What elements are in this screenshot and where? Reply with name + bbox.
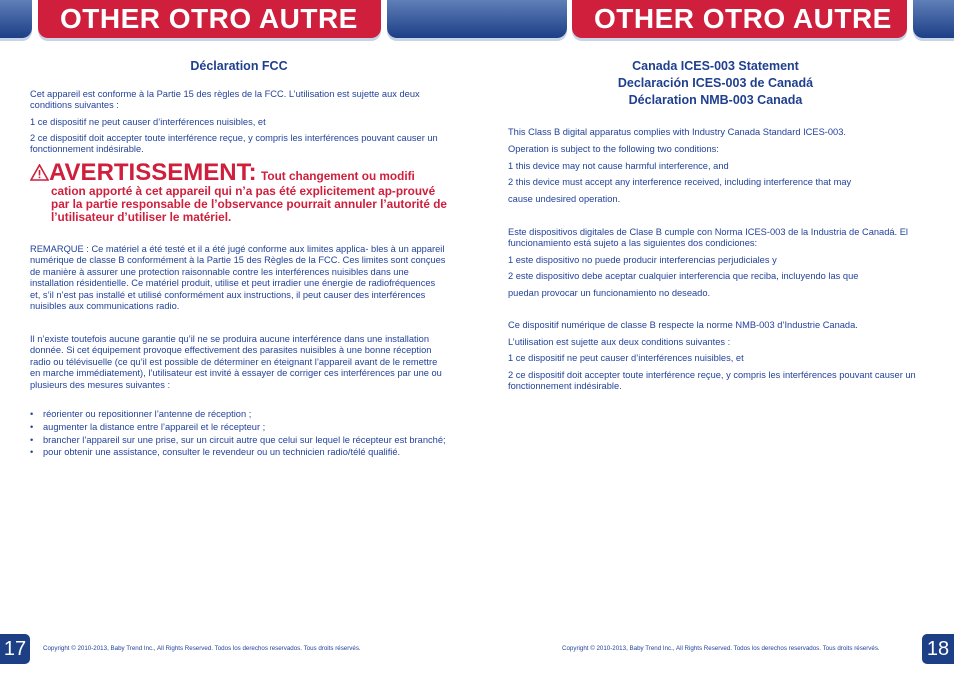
guarantee-text: Il n’existe toutefois aucune garantie qu’il ne se produira aucune interférence dans une installation donnée. Si cet équipement provoque effectivement des parasites nuisibles à une bonne réception radio ou télévisuelle (ce qu’il est possible de déterminer en éteignant l’appareil avant de le remettre en marche immédiatement), l’utilisateur est invité à essayer de corriger ces interférences par une ou plusieurs des mesures suivantes : (30, 334, 442, 390)
canada-ices-title (508, 58, 923, 109)
ices-es-line-1: 1 este dispositivo no puede producir interferencias perjudiciales y (508, 255, 777, 265)
remarque-text: REMARQUE : Ce matériel a été testé et il a été jugé conforme aux limites applica- bles à un appareil numérique de classe B conformément à la Partie 15 des Règles de la FCC. Ces limites sont conçues de manière à assurer une protection raisonnable contre les interférences nuisibles dans une installation résidentielle. Ce matériel produit, utilise et peut irradier une énergie de radiofréquences et, s’il n’est pas installé et utilisé conformément aux instructions, il peut causer des interférences nuisibles aux communications radio. (30, 244, 446, 312)
copyright-left: Copyright © 2010-2013, Baby Trend Inc., All Rights Reserved. Todos los derechos reservados. Tous droits réservés. (43, 645, 361, 652)
measures-list (30, 409, 450, 461)
header-title-right: OTHER OTRO AUTRE (572, 0, 907, 38)
header-tab-right-edge (913, 0, 954, 38)
warning-body-text: cation apporté à cet appareil qui n’a pas été explicitement ap-prouvé par la partie responsable de l’observance pourrait annuler l’autorité de l’utilisateur d’utiliser le matériel. (51, 184, 447, 224)
list-item: • pour obtenir une assistance, consulter le revendeur ou un technicien radio/télé qualifié. (30, 447, 450, 458)
ices-es-intro: Este dispositivos digitales de Clase B cumple con Norma ICES-003 de la Industria de Canadá. El funcionamiento está sujeto a las siguientes dos condiciones: (508, 227, 908, 249)
ices-es-line-2: 2 este dispositivo debe aceptar cualquier interferencia que reciba, incluyendo las que (508, 271, 859, 281)
ices-fr-line-2: L’utilisation est sujette aux deux conditions suivantes : (508, 337, 731, 347)
title-line-fr: Déclaration NMB-003 Canada (628, 93, 803, 107)
ices-fr-condition-2: 2 ce dispositif doit accepter toute interférence reçue, y compris les interférences pouvant causer un fonctionnement indésirable. (508, 370, 916, 392)
title-line-es: Declaración ICES-003 de Canadá (617, 76, 814, 90)
warning-triangle-icon (30, 164, 49, 181)
header-tab-left-edge (0, 0, 32, 38)
list-item: • brancher l’appareil sur une prise, sur un circuit autre que celui sur lequel le récepteur est branché; (30, 436, 450, 446)
warning-heading (30, 161, 450, 185)
ices-en-line-2: Operation is subject to the following two conditions: (508, 144, 719, 154)
ices-en-line-1: This Class B digital apparatus complies with Industry Canada Standard ICES-003. (508, 127, 846, 137)
copyright-right: Copyright © 2010-2013, Baby Trend Inc., All Rights Reserved. Todos los derechos reservados. Tous droits réservés. (562, 645, 880, 652)
ices-fr-line-3: 1 ce dispositif ne peut causer d’interférences nuisibles, et (508, 353, 744, 363)
list-item: • réorienter ou repositionner l’antenne de réception ; (30, 409, 450, 420)
ices-en-line-4: 2 this device must accept any interference received, including interference that may (508, 177, 852, 187)
fcc-declaration-title: Déclaration FCC (190, 59, 288, 73)
list-item: • augmenter la distance entre l’appareil et le récepteur ; (30, 422, 450, 433)
ices-en-line-5: cause undesired operation. (508, 194, 621, 204)
fcc-intro-text: Cet appareil est conforme à la Partie 15 des règles de la FCC. L’utilisation est sujette aux deux conditions suivantes : (30, 89, 420, 111)
warning-lead-text: Tout changement ou modifi (261, 169, 415, 183)
header-tab-center-left (387, 0, 567, 38)
ices-en-line-3: 1 this device may not cause harmful interference, and (508, 161, 729, 171)
page-number-right: 18 (922, 634, 954, 664)
warning-word: AVERTISSEMENT: (49, 159, 257, 186)
fcc-condition-1: 1 ce dispositif ne peut causer d’interférences nuisibles, et (30, 117, 266, 127)
ices-fr-line-1: Ce dispositif numérique de classe B respecte la norme NMB-003 d’Industrie Canada. (508, 320, 858, 330)
header-title-left: OTHER OTRO AUTRE (38, 0, 381, 38)
page-number-left: 17 (0, 634, 30, 664)
fcc-condition-2: 2 ce dispositif doit accepter toute interférence reçue, y compris les interférences pouvant causer un fonctionnement indésirable. (30, 133, 438, 155)
ices-es-line-3: puedan provocar un funcionamiento no deseado. (508, 288, 711, 298)
title-line-en: Canada ICES-003 Statement (632, 59, 799, 73)
